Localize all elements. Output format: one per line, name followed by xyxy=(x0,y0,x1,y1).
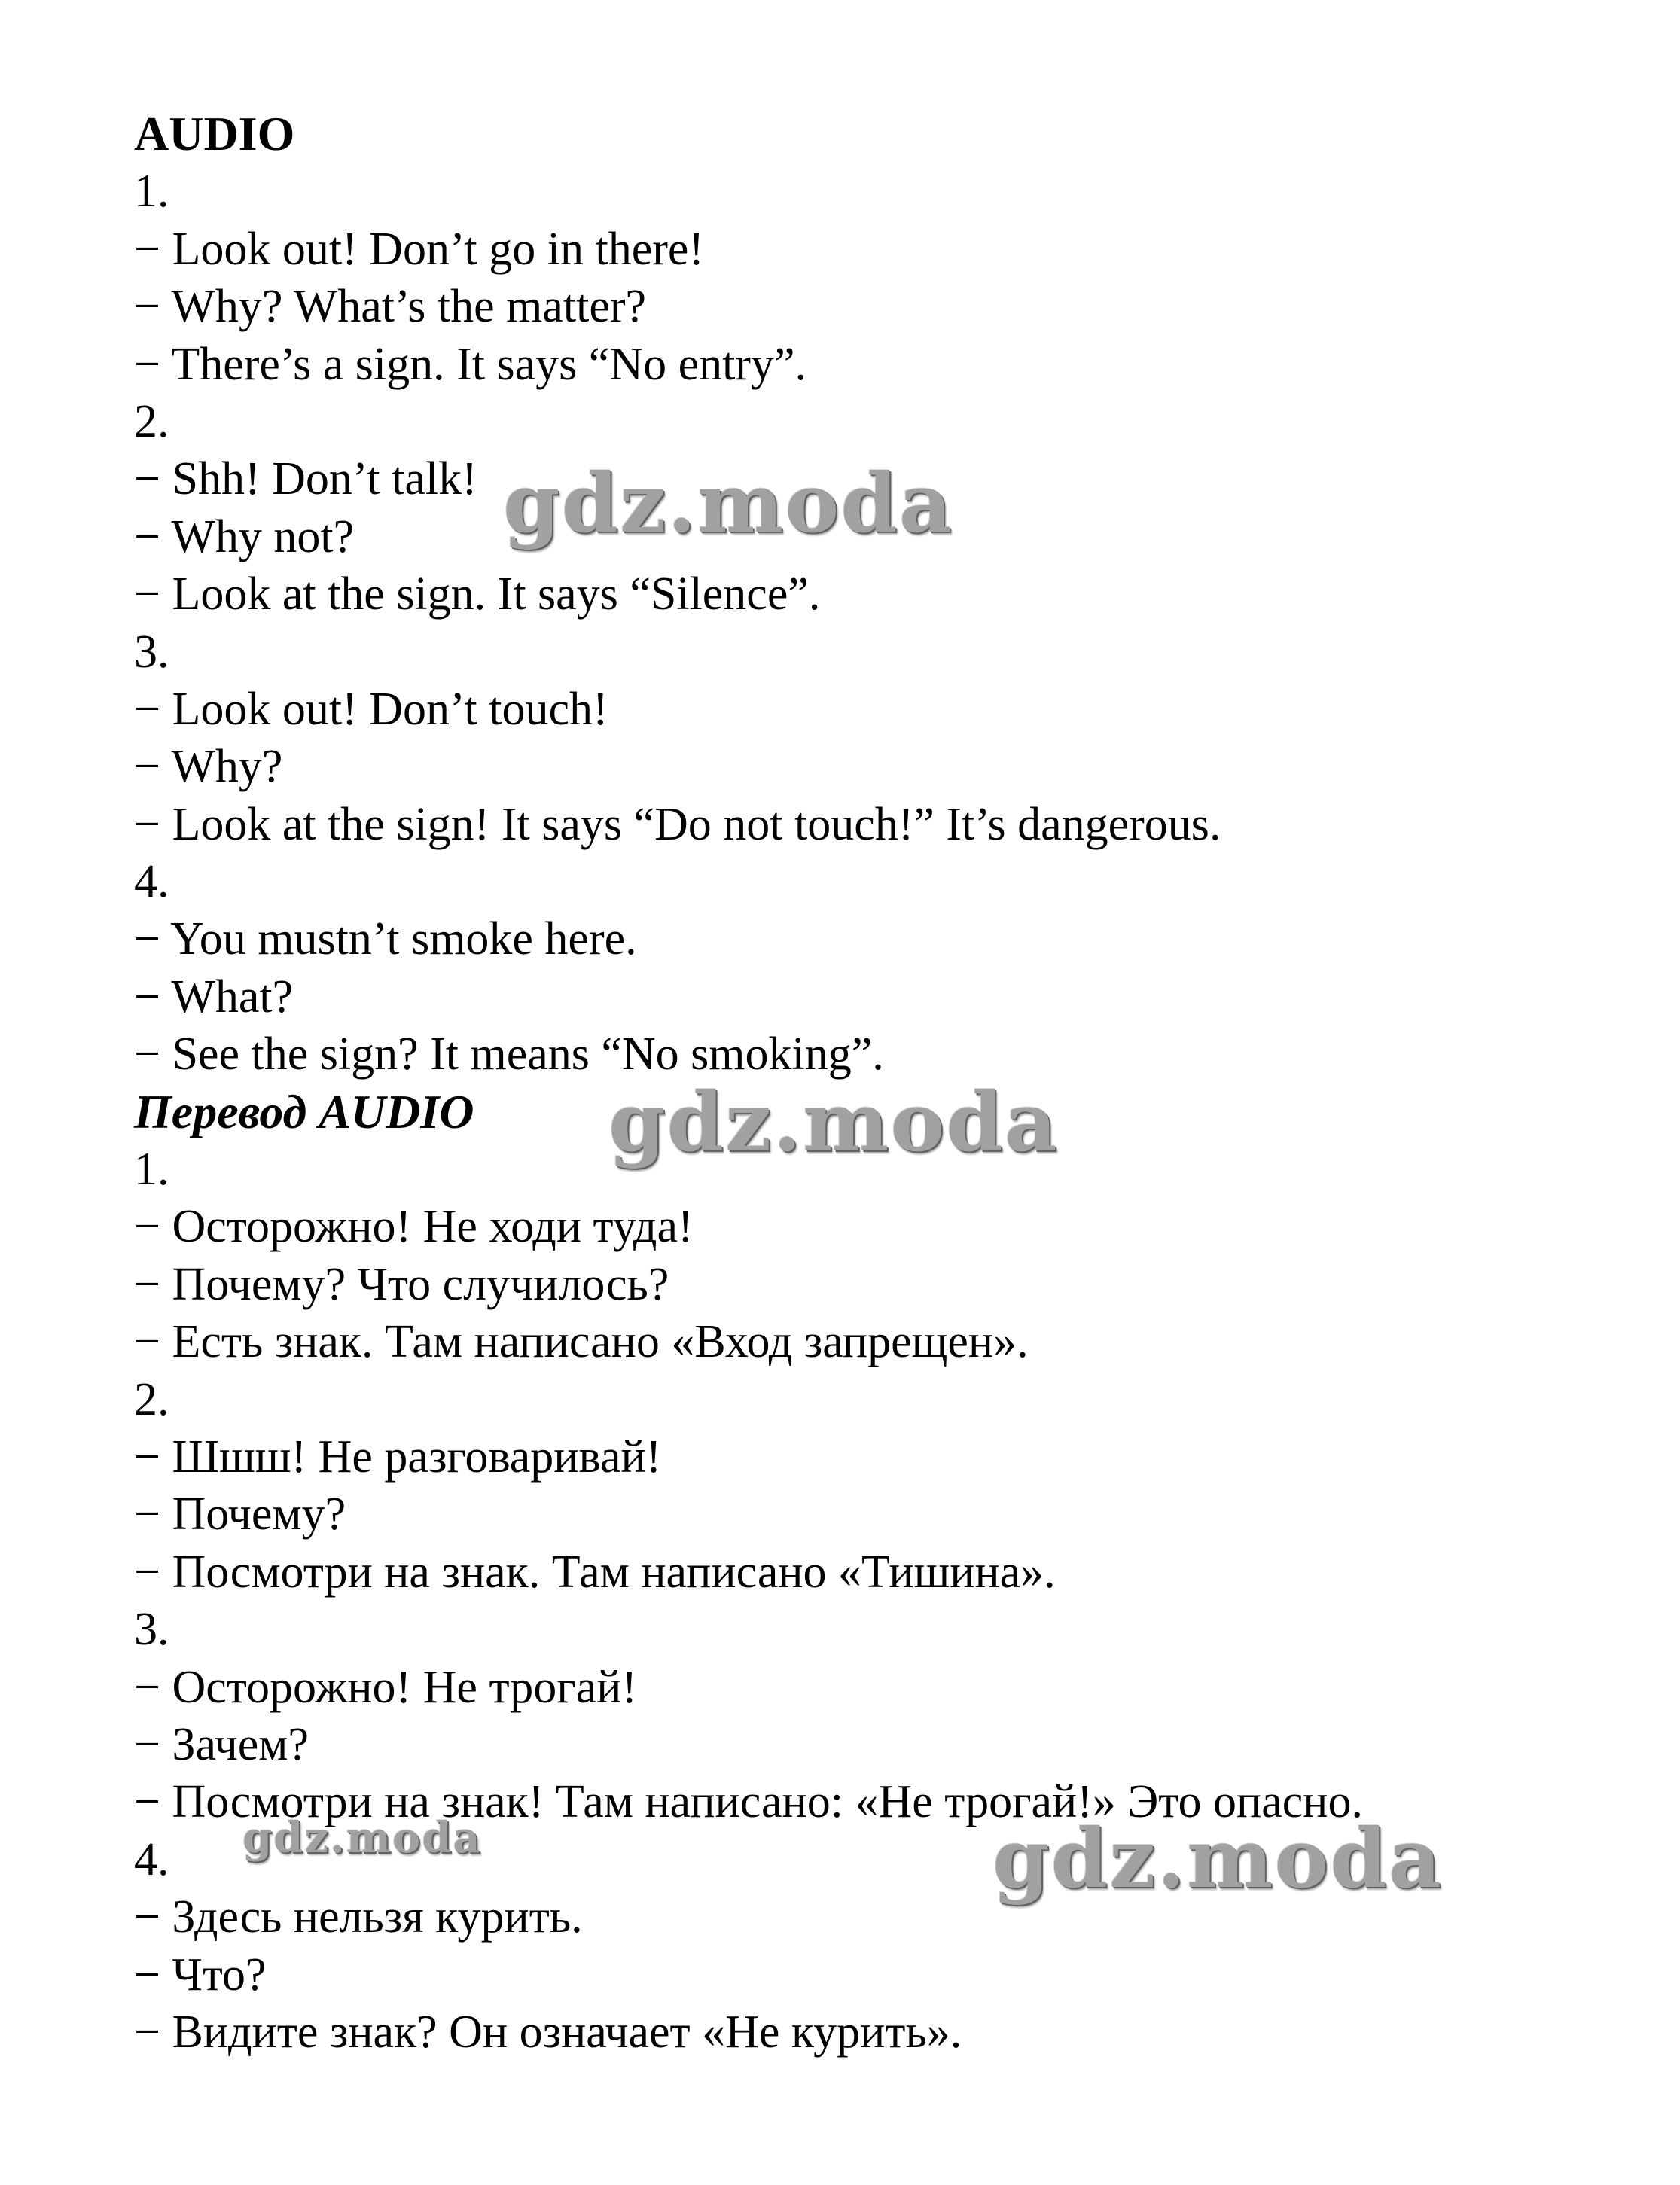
dialogue-line: − Look at the sign. It says “Silence”. xyxy=(134,568,821,620)
dialogue-line: − Look at the sign! It says “Do not touch!” It’s dangerous. xyxy=(134,798,1221,850)
watermark: gdz.moda xyxy=(608,1075,1059,1170)
dialogue-line: − Видите знак? Он означает «Не курить». xyxy=(134,2006,962,2058)
dialogue-line: − Есть знак. Там написано «Вход запрещен». xyxy=(134,1316,1029,1368)
dialogue-line: − Shh! Don’t talk! xyxy=(134,453,477,505)
dialogue-line: − Посмотри на знак. Там написано «Тишина». xyxy=(134,1546,1056,1598)
dialogue-line: − Why not? xyxy=(134,510,355,562)
dialogue-line: − There’s a sign. It says “No entry”. xyxy=(134,338,806,390)
dialogue-line: − Посмотри на знак! Там написано: «Не трогай!» Это опасно. xyxy=(134,1776,1363,1828)
dialogue-line: − Здесь нельзя курить. xyxy=(134,1891,583,1943)
dialogue-number: 4. xyxy=(134,856,169,908)
dialogue-number: 1. xyxy=(134,166,169,218)
dialogue-line: − Осторожно! Не ходи туда! xyxy=(134,1201,694,1253)
dialogue-number: 4. xyxy=(134,1833,169,1885)
watermark: gdz.moda xyxy=(242,1813,482,1863)
dialogue-line: − Look out! Don’t touch! xyxy=(134,683,608,735)
dialogue-line: − You mustn’t smoke here. xyxy=(134,913,637,965)
dialogue-line: − Почему? Что случилось? xyxy=(134,1258,669,1310)
dialogue-line: − Шшш! Не разговаривай! xyxy=(134,1431,662,1483)
dialogue-line: − Что? xyxy=(134,1949,267,2001)
dialogue-line: − Why? What’s the matter? xyxy=(134,281,647,333)
dialogue-number: 2. xyxy=(134,395,169,447)
dialogue-line: − Зачем? xyxy=(134,1718,309,1770)
watermark: gdz.moda xyxy=(992,1812,1443,1906)
dialogue-line: − Почему? xyxy=(134,1489,346,1540)
dialogue-number: 3. xyxy=(134,1604,169,1656)
watermark: gdz.moda xyxy=(503,456,953,551)
dialogue-number: 1. xyxy=(134,1144,169,1196)
dialogue-line: − What? xyxy=(134,971,294,1022)
dialogue-number: 2. xyxy=(134,1373,169,1425)
dialogue-line: − See the sign? It means “No smoking”. xyxy=(134,1029,884,1080)
dialogue-line: − Look out! Don’t go in there! xyxy=(134,223,705,275)
english-heading: AUDIO xyxy=(134,107,295,160)
dialogue-number: 3. xyxy=(134,626,169,678)
dialogue-line: − Why? xyxy=(134,741,283,793)
dialogue-line: − Осторожно! Не трогай! xyxy=(134,1661,638,1713)
translation-heading: Перевод AUDIO xyxy=(134,1084,474,1138)
